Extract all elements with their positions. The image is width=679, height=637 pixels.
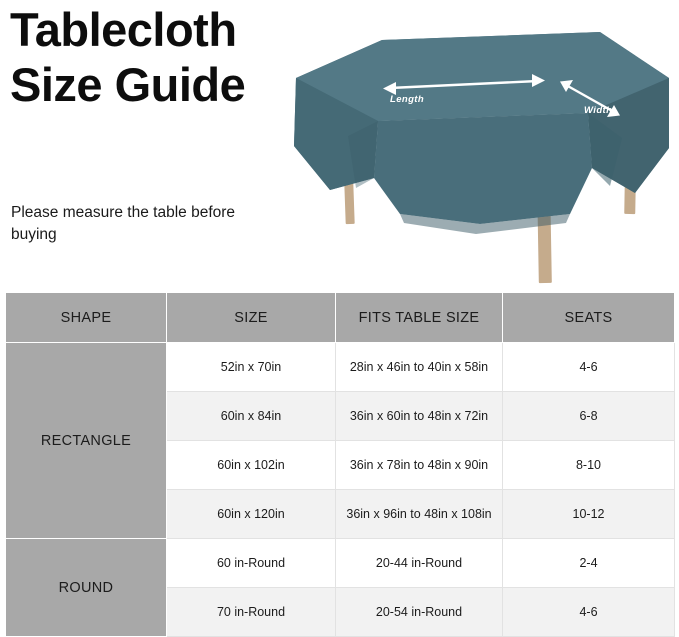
cell-fits: 36in x 96in to 48in x 108in [336,490,503,539]
cell-size: 70 in-Round [167,588,336,637]
length-dimension-label: Length [390,94,425,105]
cell-fits: 36in x 78in to 48in x 90in [336,441,503,490]
cell-fits: 28in x 46in to 40in x 58in [336,343,503,392]
cell-fits: 36in x 60in to 48in x 72in [336,392,503,441]
cell-size: 60in x 120in [167,490,336,539]
cell-seats: 8-10 [503,441,675,490]
shape-label-rectangle: RECTANGLE [6,343,167,539]
cell-fits: 20-54 in-Round [336,588,503,637]
table-row [6,343,675,392]
cell-seats: 10-12 [503,490,675,539]
cell-size: 60in x 102in [167,441,336,490]
page-subtitle: Please measure the table before buying [11,204,236,243]
cell-seats: 4-6 [503,343,675,392]
cell-seats: 2-4 [503,539,675,588]
column-header-size: SIZE [167,293,336,343]
column-header-seats: SEATS [503,293,675,343]
column-header-fits: FITS TABLE SIZE [336,293,503,343]
hero-section [0,0,679,288]
page-title: Tablecloth Size Guide [10,3,246,111]
table-illustration [270,18,679,288]
tablecloth-graphic [270,18,679,288]
cell-size: 60in x 84in [167,392,336,441]
table-row [6,539,675,588]
cell-seats: 4-6 [503,588,675,637]
width-dimension-label: Width [584,105,613,116]
cell-seats: 6-8 [503,392,675,441]
cell-fits: 20-44 in-Round [336,539,503,588]
size-specification-table [5,292,675,637]
cell-size: 60 in-Round [167,539,336,588]
column-header-shape: SHAPE [6,293,167,343]
cell-size: 52in x 70in [167,343,336,392]
shape-label-round: ROUND [6,539,167,637]
table-header-row [6,293,675,343]
